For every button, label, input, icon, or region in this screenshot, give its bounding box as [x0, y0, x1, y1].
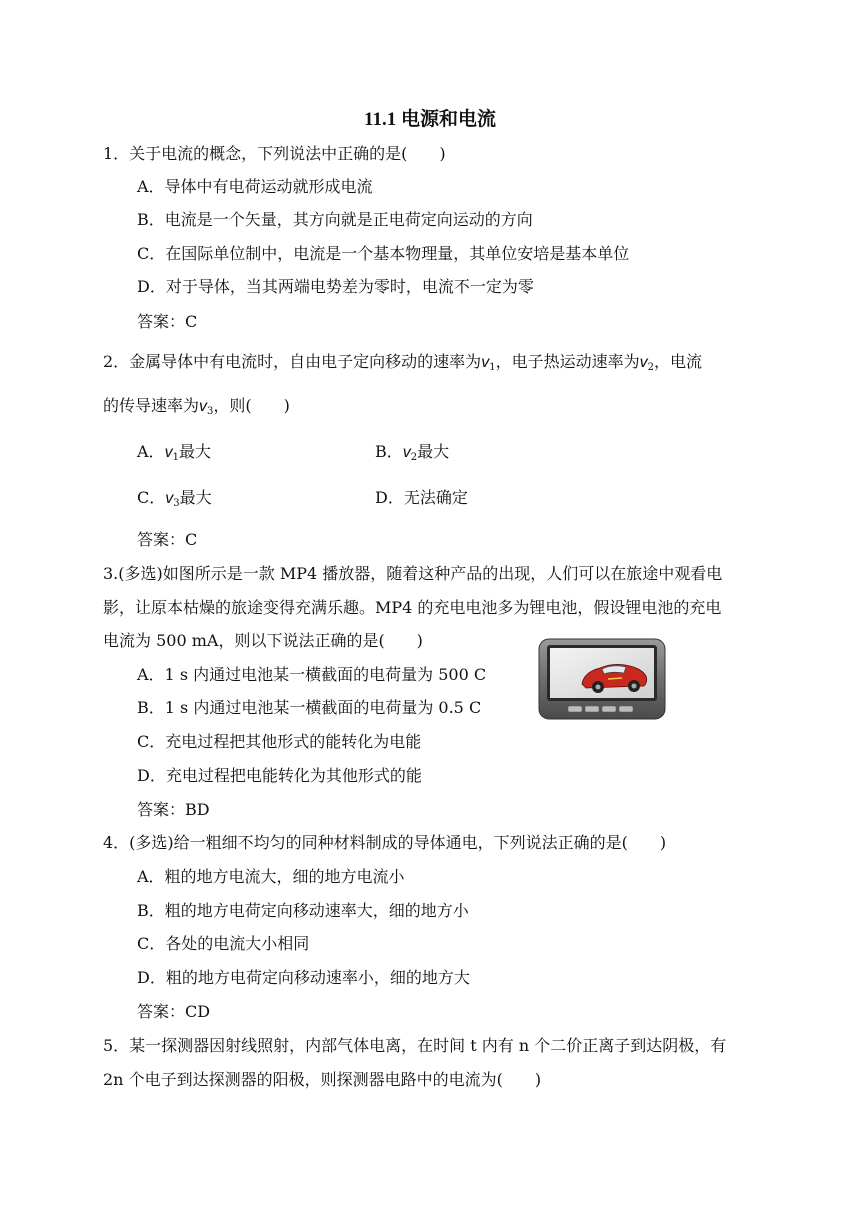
v1-symbol: v: [481, 354, 490, 371]
option-a-text: 最大: [178, 442, 211, 461]
question-1-option-a: A．导体中有电荷运动就形成电流: [137, 177, 373, 196]
question-2-stem-line-1: [103, 351, 702, 379]
option-a-label: A．: [137, 442, 165, 461]
q2-stem-part-c: ，电流: [653, 352, 702, 371]
v2-subscript: 2: [410, 452, 418, 463]
v3-symbol: v: [165, 490, 174, 507]
v3-symbol: v: [199, 398, 208, 415]
q2-stem-line2-part-a: 的传导速率为: [103, 396, 200, 415]
question-4-option-b: B．粗的地方电荷定向移动速率大，细的地方小: [137, 901, 469, 920]
question-5-stem-line-2: 2n 个电子到达探测器的阳极，则探测器电路中的电流为( ): [103, 1070, 542, 1089]
v1-symbol: v: [164, 444, 173, 461]
question-1-answer: 答案：C: [137, 312, 198, 331]
question-4-option-d: D．粗的地方电荷定向移动速率小，细的地方大: [137, 968, 470, 987]
question-4-answer: 答案：CD: [137, 1002, 211, 1021]
question-3-stem-line-2: 影，让原本枯燥的旅途变得充满乐趣。MP4 的充电电池多为锂电池，假设锂电池的充电: [103, 598, 722, 617]
v2-symbol: v: [402, 444, 411, 461]
q2-stem-part-b: ，电子热运动速率为: [495, 352, 640, 371]
question-2-stem-line-2: [103, 395, 290, 423]
question-3-option-a: A．1 s 内通过电池某一横截面的电荷量为 500 C: [137, 665, 487, 684]
question-2-answer: 答案：C: [137, 530, 198, 549]
question-1-option-c: C．在国际单位制中，电流是一个基本物理量，其单位安培是基本单位: [137, 244, 630, 263]
question-3-stem-line-3: 电流为 500 mA，则以下说法正确的是( ): [103, 631, 423, 650]
question-3-option-b: B．1 s 内通过电池某一横截面的电荷量为 0.5 C: [137, 698, 482, 717]
question-4-option-c: C．各处的电流大小相同: [137, 934, 310, 953]
question-5-stem-line-1: 5．某一探测器因射线照射，内部气体电离，在时间 t 内有 n 个二价正离子到达阴极，有: [103, 1036, 727, 1055]
question-3-answer: 答案：BD: [137, 800, 210, 819]
v2-subscript: 2: [647, 362, 654, 373]
mp4-player-image: [538, 638, 666, 720]
question-4-stem: 4．(多选)给一粗细不均匀的同种材料制成的导体通电，下列说法正确的是( ): [103, 833, 667, 852]
question-1-stem: 1．关于电流的概念，下列说法中正确的是( ): [103, 144, 446, 163]
q2-stem-line2-part-b: ，则( ): [213, 396, 290, 415]
option-b-text: 最大: [417, 442, 450, 461]
question-2-option-c: [137, 487, 212, 515]
option-b-label: B．: [375, 442, 403, 461]
question-1-option-d: D．对于导体，当其两端电势差为零时，电流不一定为零: [137, 277, 534, 296]
v1-subscript: 1: [489, 362, 496, 373]
v2-symbol: v: [639, 354, 648, 371]
question-2-option-b: [375, 441, 449, 469]
q2-stem-part-a: 2．金属导体中有电流时，自由电子定向移动的速率为: [103, 352, 482, 371]
option-c-text: 最大: [179, 488, 212, 507]
page-title: 11.1 电源和电流: [364, 109, 496, 130]
option-c-label: C．: [137, 488, 166, 507]
question-1-option-b: B．电流是一个矢量，其方向就是正电荷定向运动的方向: [137, 210, 533, 229]
v3-subscript: 3: [173, 498, 180, 509]
question-2-option-a: [137, 441, 211, 469]
v1-subscript: 1: [172, 452, 179, 463]
question-2-option-d: D．无法确定: [375, 488, 468, 507]
v3-subscript: 3: [207, 406, 214, 417]
question-3-option-c: C．充电过程把其他形式的能转化为电能: [137, 732, 422, 751]
question-3-stem-line-1: 3.(多选)如图所示是一款 MP4 播放器，随着这种产品的出现，人们可以在旅途中观看电: [103, 564, 723, 583]
question-3-option-d: D．充电过程把电能转化为其他形式的能: [137, 766, 422, 785]
question-4-option-a: A．粗的地方电流大，细的地方电流小: [137, 867, 405, 886]
